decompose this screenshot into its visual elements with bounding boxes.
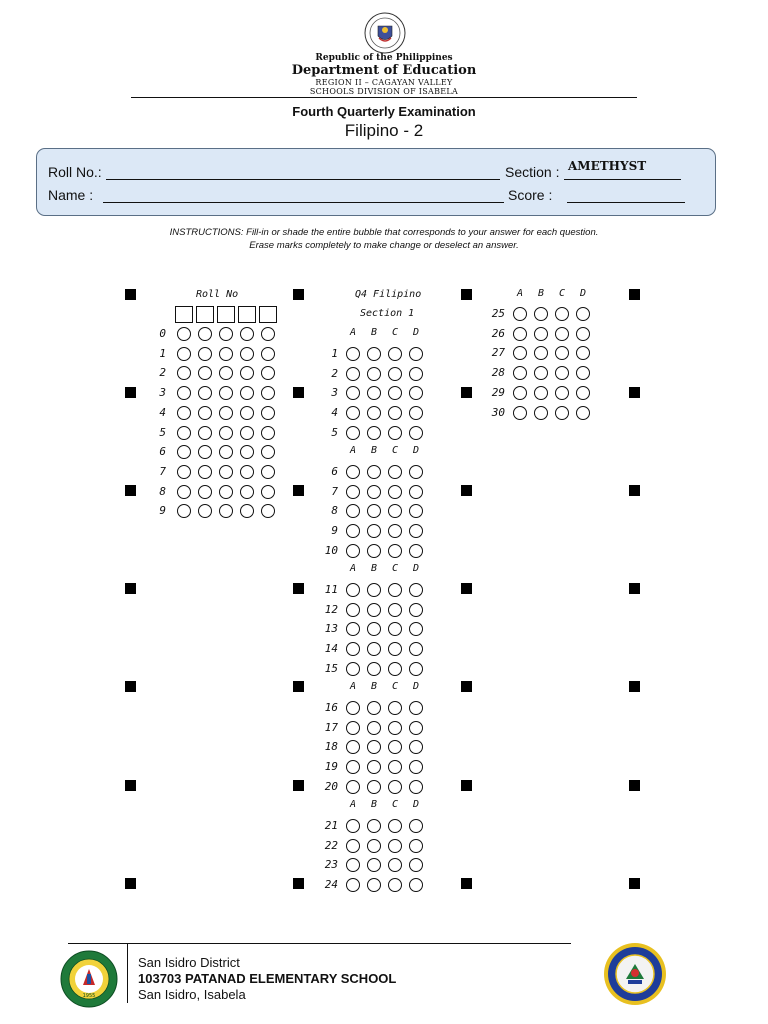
answer-bubble[interactable] xyxy=(367,386,381,400)
answer-bubble[interactable] xyxy=(367,622,381,636)
answer-bubble[interactable] xyxy=(367,858,381,872)
alignment-marker xyxy=(125,485,136,496)
answer-bubble[interactable] xyxy=(388,740,402,754)
question-number: 1 xyxy=(331,347,338,360)
answer-bubble[interactable] xyxy=(346,622,360,636)
roll-bubble[interactable] xyxy=(261,386,275,400)
name-field[interactable] xyxy=(103,202,504,203)
roll-bubble[interactable] xyxy=(240,366,254,380)
choice-header-b: B xyxy=(370,445,378,456)
answer-bubble[interactable] xyxy=(346,347,360,361)
answer-bubble[interactable] xyxy=(388,662,402,676)
alignment-marker xyxy=(629,583,640,594)
answer-bubble[interactable] xyxy=(388,406,402,420)
roll-bubble[interactable] xyxy=(198,347,212,361)
division-text: SCHOOLS DIVISION OF ISABELA xyxy=(309,87,459,96)
roll-bubble[interactable] xyxy=(177,366,191,380)
roll-bubble[interactable] xyxy=(261,465,275,479)
header-divider xyxy=(131,97,637,98)
section-value: AMETHYST xyxy=(568,159,647,173)
answer-bubble[interactable] xyxy=(388,760,402,774)
choice-header-d: D xyxy=(412,563,420,574)
answer-bubble[interactable] xyxy=(388,583,402,597)
roll-bubble[interactable] xyxy=(198,426,212,440)
roll-bubble[interactable] xyxy=(240,445,254,459)
roll-bubble[interactable] xyxy=(261,426,275,440)
roll-bubble[interactable] xyxy=(177,327,191,341)
roll-field[interactable] xyxy=(106,179,500,180)
question-number: 27 xyxy=(491,346,505,360)
answer-bubble[interactable] xyxy=(409,347,423,361)
question-number: 26 xyxy=(491,326,505,340)
footer-district: San Isidro District xyxy=(138,955,240,970)
answer-bubble[interactable] xyxy=(346,386,360,400)
answer-bubble[interactable] xyxy=(367,642,381,656)
question-number: 9 xyxy=(331,524,338,538)
alignment-marker xyxy=(125,289,136,300)
footer-vertical-divider xyxy=(127,943,128,1003)
choice-header-d: D xyxy=(579,288,587,299)
answer-bubble[interactable] xyxy=(409,386,423,400)
answer-bubble[interactable] xyxy=(367,524,381,538)
question-number: 13 xyxy=(324,622,338,636)
roll-digit-label: 2 xyxy=(159,366,166,380)
answer-bubble[interactable] xyxy=(346,721,360,735)
department-name: Department of Education xyxy=(291,63,477,78)
question-number: 20 xyxy=(324,779,338,793)
answer-bubble[interactable] xyxy=(555,366,569,380)
answer-bubble[interactable] xyxy=(409,760,423,774)
answer-bubble[interactable] xyxy=(409,740,423,754)
answer-bubble[interactable] xyxy=(346,701,360,715)
answer-bubble[interactable] xyxy=(534,386,548,400)
question-number: 30 xyxy=(491,405,505,419)
question-number: 24 xyxy=(324,878,338,892)
answer-bubble[interactable] xyxy=(367,662,381,676)
alignment-marker xyxy=(125,780,136,791)
answer-bubble[interactable] xyxy=(388,721,402,735)
section-title: Section 1 xyxy=(360,308,415,319)
footer-divider xyxy=(68,943,571,944)
answer-bubble[interactable] xyxy=(346,504,360,518)
answer-bubble[interactable] xyxy=(346,642,360,656)
answer-bubble[interactable] xyxy=(534,327,548,341)
roll-bubble[interactable] xyxy=(261,327,275,341)
choice-header-b: B xyxy=(370,799,378,810)
republic-text: Republic of the Philippines xyxy=(315,53,453,63)
answer-bubble[interactable] xyxy=(534,346,548,360)
choice-header-c: C xyxy=(391,681,399,692)
roll-bubble[interactable] xyxy=(177,386,191,400)
answer-bubble[interactable] xyxy=(346,740,360,754)
answer-bubble[interactable] xyxy=(576,346,590,360)
answer-bubble[interactable] xyxy=(409,662,423,676)
roll-bubble[interactable] xyxy=(177,426,191,440)
question-number: 11 xyxy=(324,583,338,596)
answer-bubble[interactable] xyxy=(346,780,360,794)
alignment-marker xyxy=(293,780,304,791)
roll-bubble[interactable] xyxy=(219,485,233,499)
roll-digit-cell[interactable] xyxy=(217,306,235,323)
answer-bubble[interactable] xyxy=(409,406,423,420)
answer-bubble[interactable] xyxy=(346,839,360,853)
alignment-marker xyxy=(293,289,304,300)
roll-bubble[interactable] xyxy=(240,347,254,361)
answer-bubble[interactable] xyxy=(346,544,360,558)
answer-bubble[interactable] xyxy=(513,386,527,400)
answer-bubble[interactable] xyxy=(576,406,590,420)
roll-digit-label: 6 xyxy=(159,445,166,459)
score-field[interactable] xyxy=(567,202,685,203)
alignment-marker xyxy=(461,780,472,791)
answer-bubble[interactable] xyxy=(555,346,569,360)
choice-header-b: B xyxy=(370,563,378,574)
roll-bubble[interactable] xyxy=(219,504,233,518)
alignment-marker xyxy=(461,485,472,496)
roll-bubble[interactable] xyxy=(198,485,212,499)
choice-header-b: B xyxy=(537,288,545,299)
answer-bubble[interactable] xyxy=(388,367,402,381)
answer-bubble[interactable] xyxy=(409,878,423,892)
answer-bubble[interactable] xyxy=(576,366,590,380)
choice-header-c: C xyxy=(391,563,399,574)
section-label: Section : xyxy=(505,164,560,180)
answer-bubble[interactable] xyxy=(555,406,569,420)
answer-bubble[interactable] xyxy=(576,327,590,341)
answer-bubble[interactable] xyxy=(388,839,402,853)
roll-bubble[interactable] xyxy=(240,386,254,400)
roll-digit-label: 0 xyxy=(159,327,166,340)
answer-bubble[interactable] xyxy=(388,347,402,361)
alignment-marker xyxy=(629,681,640,692)
alignment-marker xyxy=(125,387,136,398)
answer-bubble[interactable] xyxy=(409,701,423,715)
roll-bubble[interactable] xyxy=(261,406,275,420)
answer-bubble[interactable] xyxy=(409,524,423,538)
answer-bubble[interactable] xyxy=(367,504,381,518)
answer-bubble[interactable] xyxy=(409,485,423,499)
answer-bubble[interactable] xyxy=(388,642,402,656)
answer-bubble[interactable] xyxy=(388,603,402,617)
roll-bubble[interactable] xyxy=(177,347,191,361)
answer-bubble[interactable] xyxy=(409,780,423,794)
answer-bubble[interactable] xyxy=(388,465,402,479)
roll-bubble[interactable] xyxy=(198,445,212,459)
answer-bubble[interactable] xyxy=(346,662,360,676)
choice-header-a: A xyxy=(516,288,524,299)
instructions-line-1: INSTRUCTIONS: Fill-in or shade the entire bubble that corresponds to your answer for each question. xyxy=(169,227,599,238)
answer-bubble[interactable] xyxy=(388,485,402,499)
answer-bubble[interactable] xyxy=(346,858,360,872)
answer-bubble[interactable] xyxy=(367,465,381,479)
answer-bubble[interactable] xyxy=(534,307,548,321)
question-number: 5 xyxy=(331,425,338,439)
school-logo-icon xyxy=(600,942,670,1006)
answer-bubble[interactable] xyxy=(388,504,402,518)
alignment-marker xyxy=(461,387,472,398)
question-number: 2 xyxy=(331,366,338,380)
answer-bubble[interactable] xyxy=(367,878,381,892)
answer-bubble[interactable] xyxy=(409,367,423,381)
region-text: REGION II – CAGAYAN VALLEY xyxy=(315,78,453,87)
answer-bubble[interactable] xyxy=(576,386,590,400)
roll-digit-cell[interactable] xyxy=(238,306,256,323)
exam-subject: Filipino - 2 xyxy=(344,121,424,140)
answer-bubble[interactable] xyxy=(346,465,360,479)
choice-header-a: A xyxy=(349,445,357,456)
answer-bubble[interactable] xyxy=(576,307,590,321)
question-number: 6 xyxy=(331,465,338,478)
answer-bubble[interactable] xyxy=(513,366,527,380)
roll-digit-cell[interactable] xyxy=(259,306,277,323)
division-logo-icon xyxy=(60,950,118,1008)
alignment-marker xyxy=(125,878,136,889)
answer-bubble[interactable] xyxy=(409,544,423,558)
alignment-marker xyxy=(629,387,640,398)
roll-bubble[interactable] xyxy=(198,465,212,479)
answer-bubble[interactable] xyxy=(409,721,423,735)
answer-bubble[interactable] xyxy=(388,780,402,794)
alignment-marker xyxy=(125,583,136,594)
answer-bubble[interactable] xyxy=(346,603,360,617)
answer-bubble[interactable] xyxy=(409,504,423,518)
roll-bubble[interactable] xyxy=(177,485,191,499)
question-number: 22 xyxy=(324,838,338,852)
question-number: 18 xyxy=(324,740,338,754)
answer-bubble[interactable] xyxy=(513,327,527,341)
answer-bubble[interactable] xyxy=(555,307,569,321)
question-number: 3 xyxy=(331,386,338,400)
alignment-marker xyxy=(629,780,640,791)
answer-bubble[interactable] xyxy=(409,642,423,656)
roll-digit-label: 7 xyxy=(159,464,166,478)
answer-bubble[interactable] xyxy=(346,524,360,538)
roll-bubble[interactable] xyxy=(219,465,233,479)
answer-bubble[interactable] xyxy=(409,622,423,636)
choice-header-d: D xyxy=(412,799,420,810)
answer-bubble[interactable] xyxy=(367,406,381,420)
answer-bubble[interactable] xyxy=(367,740,381,754)
roll-digit-label: 8 xyxy=(159,484,166,498)
answer-bubble[interactable] xyxy=(555,386,569,400)
choice-header-a: A xyxy=(349,799,357,810)
roll-bubble[interactable] xyxy=(261,485,275,499)
question-number: 15 xyxy=(324,661,338,675)
choice-header-d: D xyxy=(412,327,420,338)
roll-bubble[interactable] xyxy=(261,445,275,459)
roll-digit-label: 5 xyxy=(159,425,166,439)
answer-bubble[interactable] xyxy=(388,524,402,538)
answer-bubble[interactable] xyxy=(409,426,423,440)
roll-bubble[interactable] xyxy=(177,406,191,420)
answer-bubble[interactable] xyxy=(388,386,402,400)
question-number: 10 xyxy=(324,543,338,557)
alignment-marker xyxy=(461,583,472,594)
footer-school: 103703 PATANAD ELEMENTARY SCHOOL xyxy=(138,971,397,986)
answer-bubble[interactable] xyxy=(367,603,381,617)
roll-digit-label: 4 xyxy=(159,405,166,419)
question-number: 4 xyxy=(331,406,338,420)
roll-bubble[interactable] xyxy=(240,327,254,341)
answer-bubble[interactable] xyxy=(409,858,423,872)
section-field[interactable] xyxy=(564,179,681,180)
choice-header-a: A xyxy=(349,563,357,574)
roll-bubble[interactable] xyxy=(219,445,233,459)
answer-bubble[interactable] xyxy=(346,760,360,774)
alignment-marker xyxy=(461,289,472,300)
choice-header-d: D xyxy=(412,681,420,692)
answer-bubble[interactable] xyxy=(346,485,360,499)
answer-bubble[interactable] xyxy=(388,819,402,833)
answer-bubble[interactable] xyxy=(409,583,423,597)
answer-bubble[interactable] xyxy=(534,406,548,420)
roll-bubble[interactable] xyxy=(177,445,191,459)
answer-bubble[interactable] xyxy=(409,465,423,479)
choice-header-c: C xyxy=(558,288,566,299)
roll-digit-label: 9 xyxy=(159,504,166,518)
roll-bubble[interactable] xyxy=(240,485,254,499)
roll-bubble[interactable] xyxy=(219,347,233,361)
question-number: 25 xyxy=(491,307,505,320)
footer-address: San Isidro, Isabela xyxy=(138,987,246,1002)
alignment-marker xyxy=(629,878,640,889)
answer-bubble[interactable] xyxy=(367,721,381,735)
roll-bubble[interactable] xyxy=(177,504,191,518)
question-number: 23 xyxy=(324,858,338,872)
alignment-marker xyxy=(293,583,304,594)
question-number: 29 xyxy=(491,385,505,399)
answer-bubble[interactable] xyxy=(513,406,527,420)
answer-bubble[interactable] xyxy=(409,839,423,853)
roll-bubble[interactable] xyxy=(198,366,212,380)
roll-bubble[interactable] xyxy=(198,327,212,341)
answer-bubble[interactable] xyxy=(367,544,381,558)
question-number: 21 xyxy=(324,819,338,832)
choice-header-b: B xyxy=(370,681,378,692)
answer-bubble[interactable] xyxy=(367,819,381,833)
question-number: 17 xyxy=(324,720,338,734)
answer-bubble[interactable] xyxy=(367,760,381,774)
answer-bubble[interactable] xyxy=(346,583,360,597)
roll-digit-cell[interactable] xyxy=(175,306,193,323)
answer-bubble[interactable] xyxy=(409,819,423,833)
choice-header-c: C xyxy=(391,327,399,338)
alignment-marker xyxy=(125,681,136,692)
instructions-line-2: Erase marks completely to make change or deselect an answer. xyxy=(249,240,519,251)
roll-bubble[interactable] xyxy=(198,386,212,400)
roll-bubble[interactable] xyxy=(240,465,254,479)
choice-header-b: B xyxy=(370,327,378,338)
answer-bubble[interactable] xyxy=(346,367,360,381)
alignment-marker xyxy=(629,485,640,496)
answer-bubble[interactable] xyxy=(346,426,360,440)
roll-bubble[interactable] xyxy=(219,366,233,380)
answer-bubble[interactable] xyxy=(555,327,569,341)
choice-header-c: C xyxy=(391,445,399,456)
answer-bubble[interactable] xyxy=(513,307,527,321)
alignment-marker xyxy=(461,681,472,692)
choice-header-a: A xyxy=(349,681,357,692)
answer-bubble[interactable] xyxy=(346,819,360,833)
roll-bubble[interactable] xyxy=(240,504,254,518)
roll-bubble[interactable] xyxy=(219,327,233,341)
question-number: 16 xyxy=(324,701,338,714)
answer-bubble[interactable] xyxy=(367,426,381,440)
choice-header-a: A xyxy=(349,327,357,338)
score-label: Score : xyxy=(508,187,553,203)
alignment-marker xyxy=(293,878,304,889)
choice-header-c: C xyxy=(391,799,399,810)
roll-bubble[interactable] xyxy=(240,406,254,420)
question-number: 14 xyxy=(324,642,338,656)
alignment-marker xyxy=(293,387,304,398)
alignment-marker xyxy=(629,289,640,300)
answer-bubble[interactable] xyxy=(367,583,381,597)
quiz-title: Q4 Filipino xyxy=(355,289,422,300)
name-label: Name : xyxy=(48,187,94,203)
roll-bubble[interactable] xyxy=(261,347,275,361)
answer-bubble[interactable] xyxy=(409,603,423,617)
roll-label: Roll No.: xyxy=(48,164,102,180)
answer-bubble[interactable] xyxy=(346,406,360,420)
answer-bubble[interactable] xyxy=(367,701,381,715)
answer-bubble[interactable] xyxy=(388,858,402,872)
choice-header-d: D xyxy=(412,445,420,456)
roll-grid-title: Roll No xyxy=(196,289,239,300)
alignment-marker xyxy=(293,681,304,692)
answer-bubble[interactable] xyxy=(534,366,548,380)
roll-bubble[interactable] xyxy=(198,504,212,518)
roll-bubble[interactable] xyxy=(219,386,233,400)
question-number: 7 xyxy=(331,484,338,498)
answer-bubble[interactable] xyxy=(367,780,381,794)
alignment-marker xyxy=(461,878,472,889)
roll-bubble[interactable] xyxy=(177,465,191,479)
answer-bubble[interactable] xyxy=(367,839,381,853)
deped-seal-icon xyxy=(364,12,406,54)
answer-bubble[interactable] xyxy=(388,701,402,715)
answer-bubble[interactable] xyxy=(388,426,402,440)
answer-bubble[interactable] xyxy=(388,622,402,636)
answer-bubble[interactable] xyxy=(367,367,381,381)
answer-bubble[interactable] xyxy=(367,347,381,361)
logo-year: 1955 xyxy=(82,993,96,999)
question-number: 28 xyxy=(491,366,505,380)
roll-bubble[interactable] xyxy=(261,504,275,518)
answer-bubble[interactable] xyxy=(388,544,402,558)
roll-digit-label: 1 xyxy=(159,346,166,360)
roll-digit-cell[interactable] xyxy=(196,306,214,323)
roll-bubble[interactable] xyxy=(240,426,254,440)
question-number: 19 xyxy=(324,760,338,774)
answer-bubble[interactable] xyxy=(346,878,360,892)
exam-title: Fourth Quarterly Examination xyxy=(292,104,476,119)
roll-bubble[interactable] xyxy=(219,406,233,420)
roll-digit-label: 3 xyxy=(159,386,166,400)
answer-bubble[interactable] xyxy=(513,346,527,360)
roll-bubble[interactable] xyxy=(219,426,233,440)
question-number: 8 xyxy=(331,504,338,518)
answer-bubble[interactable] xyxy=(367,485,381,499)
roll-bubble[interactable] xyxy=(198,406,212,420)
alignment-marker xyxy=(293,485,304,496)
roll-bubble[interactable] xyxy=(261,366,275,380)
question-number: 12 xyxy=(324,602,338,616)
answer-bubble[interactable] xyxy=(388,878,402,892)
